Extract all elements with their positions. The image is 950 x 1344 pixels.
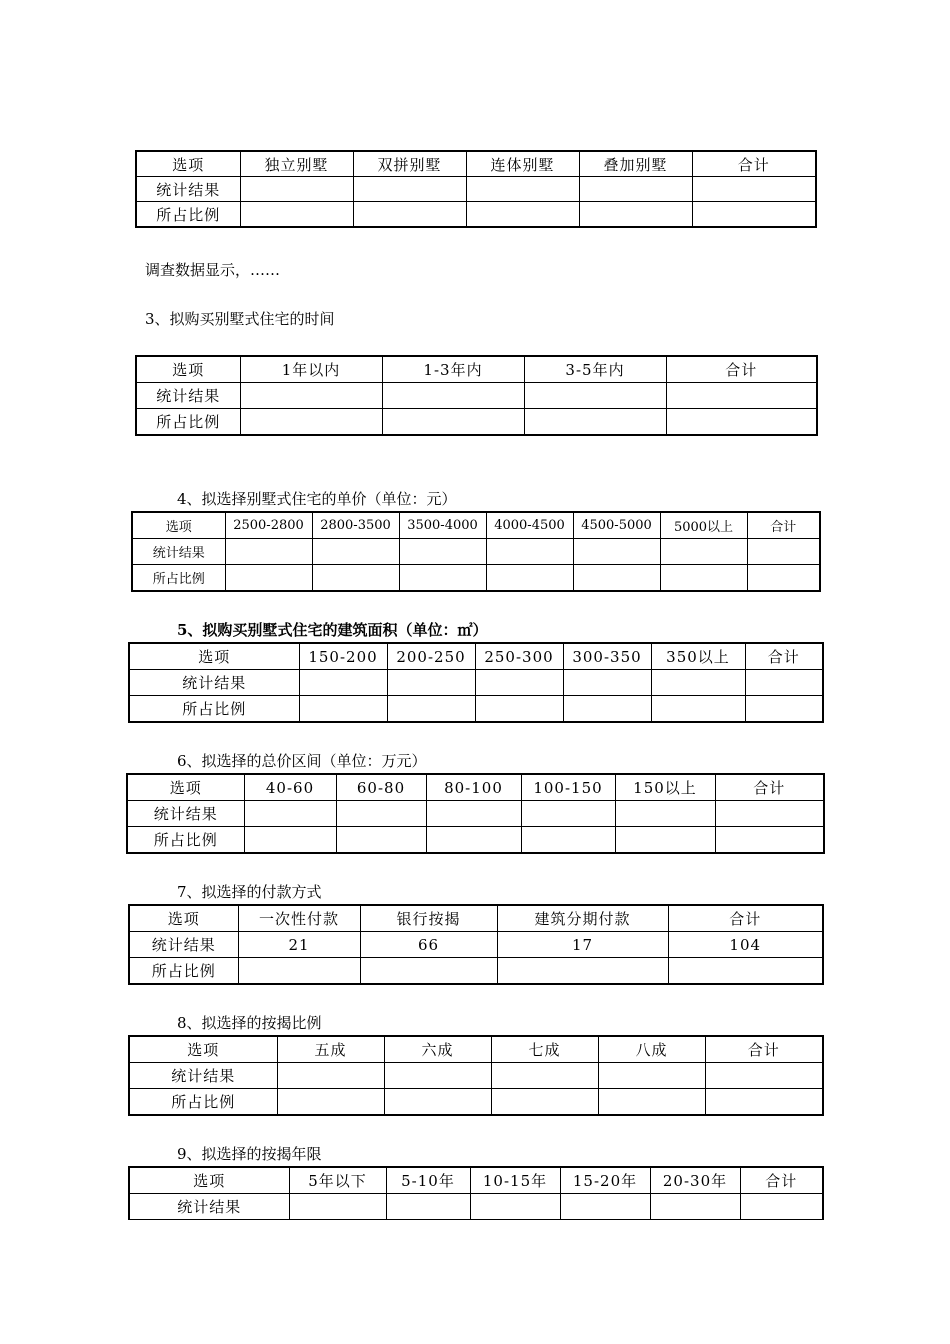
table-row <box>129 958 823 985</box>
table-row <box>136 383 817 409</box>
section-6-title: 6、拟选择的总价区间（单位：万元） <box>177 752 427 770</box>
header-cell: 银行按揭 <box>360 905 497 932</box>
header-cell: 合计 <box>747 512 820 539</box>
header-cell: 七成 <box>491 1036 598 1063</box>
header-cell: 双拼别墅 <box>353 151 466 177</box>
header-cell: 350以上 <box>651 643 745 670</box>
result-cell: 17 <box>497 932 668 958</box>
section-4-title: 4、拟选择别墅式住宅的单价（单位：元） <box>177 490 457 508</box>
row-label: 统计结果 <box>129 1063 277 1089</box>
table-row <box>132 539 820 565</box>
header-cell: 合计 <box>745 643 823 670</box>
header-cell: 5-10年 <box>386 1167 470 1194</box>
header-cell: 选项 <box>136 356 240 383</box>
table-row <box>136 177 816 202</box>
header-cell: 40-60 <box>244 774 336 801</box>
header-cell: 4500-5000 <box>573 512 660 539</box>
header-cell: 合计 <box>740 1167 823 1194</box>
header-cell: 合计 <box>666 356 817 383</box>
payment-method-table <box>128 904 824 985</box>
table-header-row <box>129 1036 823 1063</box>
row-label: 所占比例 <box>129 1089 277 1116</box>
result-cell: 66 <box>360 932 497 958</box>
table-row <box>129 670 823 696</box>
villa-type-table <box>135 150 817 228</box>
header-cell: 合计 <box>692 151 816 177</box>
header-cell: 合计 <box>705 1036 823 1063</box>
table-row <box>129 932 823 958</box>
section-5-title: 5、拟购买别墅式住宅的建筑面积（单位：㎡） <box>177 621 488 639</box>
header-cell: 选项 <box>129 905 238 932</box>
section-9-title: 9、拟选择的按揭年限 <box>177 1145 322 1163</box>
header-cell: 一次性付款 <box>238 905 360 932</box>
header-cell: 200-250 <box>387 643 475 670</box>
row-label: 统计结果 <box>129 1194 289 1220</box>
section-3-title: 3、拟购买别墅式住宅的时间 <box>145 310 335 328</box>
table-header-row <box>132 512 820 539</box>
header-cell: 2500-2800 <box>225 512 312 539</box>
header-cell: 合计 <box>715 774 824 801</box>
header-cell: 选项 <box>127 774 244 801</box>
header-cell: 五成 <box>277 1036 384 1063</box>
unit-price-table <box>131 511 821 592</box>
table-row <box>136 202 816 228</box>
header-cell: 选项 <box>129 643 299 670</box>
table-row <box>129 1063 823 1089</box>
section-8-title: 8、拟选择的按揭比例 <box>177 1014 322 1032</box>
header-cell: 5年以下 <box>289 1167 386 1194</box>
header-cell: 2800-3500 <box>312 512 399 539</box>
section-7-title: 7、拟选择的付款方式 <box>177 883 322 901</box>
purchase-time-table <box>135 355 818 436</box>
table-header-row <box>127 774 824 801</box>
row-label: 统计结果 <box>127 801 244 827</box>
row-label: 所占比例 <box>136 409 240 436</box>
row-label: 所占比例 <box>129 958 238 985</box>
row-label: 所占比例 <box>129 696 299 723</box>
header-cell: 建筑分期付款 <box>497 905 668 932</box>
header-cell: 选项 <box>129 1167 289 1194</box>
table-row <box>136 409 817 436</box>
table-row <box>129 1194 823 1220</box>
header-cell: 60-80 <box>336 774 426 801</box>
header-cell: 80-100 <box>426 774 521 801</box>
table-row <box>132 565 820 592</box>
header-cell: 150-200 <box>299 643 387 670</box>
header-cell: 100-150 <box>521 774 615 801</box>
table-row <box>127 801 824 827</box>
header-cell: 10-15年 <box>470 1167 560 1194</box>
row-label: 所占比例 <box>132 565 225 592</box>
table-header-row <box>136 151 816 177</box>
row-label: 统计结果 <box>129 670 299 696</box>
row-label: 所占比例 <box>136 202 240 228</box>
header-cell: 1-3年内 <box>382 356 524 383</box>
header-cell: 叠加别墅 <box>579 151 692 177</box>
header-cell: 4000-4500 <box>486 512 573 539</box>
header-cell: 1年以内 <box>240 356 382 383</box>
header-cell: 3500-4000 <box>399 512 486 539</box>
table-header-row <box>129 643 823 670</box>
table-row <box>129 1089 823 1116</box>
row-label: 统计结果 <box>136 177 240 202</box>
row-label: 统计结果 <box>132 539 225 565</box>
header-cell: 150以上 <box>615 774 715 801</box>
table-header-row <box>129 905 823 932</box>
header-cell: 15-20年 <box>560 1167 650 1194</box>
header-cell: 六成 <box>384 1036 491 1063</box>
table-header-row <box>136 356 817 383</box>
header-cell: 选项 <box>136 151 240 177</box>
floor-area-table <box>128 642 824 723</box>
header-cell: 250-300 <box>475 643 563 670</box>
header-cell: 独立别墅 <box>240 151 353 177</box>
table-row <box>129 696 823 723</box>
table-header-row <box>129 1167 823 1194</box>
row-label: 统计结果 <box>136 383 240 409</box>
header-cell: 300-350 <box>563 643 651 670</box>
header-cell: 5000以上 <box>660 512 747 539</box>
result-cell: 21 <box>238 932 360 958</box>
survey-note: 调查数据显示，…… <box>145 261 281 279</box>
header-cell: 合计 <box>668 905 823 932</box>
row-label: 所占比例 <box>127 827 244 854</box>
header-cell: 选项 <box>132 512 225 539</box>
mortgage-term-table <box>128 1166 824 1220</box>
row-label: 统计结果 <box>129 932 238 958</box>
header-cell: 3-5年内 <box>524 356 666 383</box>
header-cell: 连体别墅 <box>466 151 579 177</box>
header-cell: 20-30年 <box>650 1167 740 1194</box>
total-price-table <box>126 773 825 854</box>
result-cell: 104 <box>668 932 823 958</box>
mortgage-ratio-table <box>128 1035 824 1116</box>
header-cell: 八成 <box>598 1036 705 1063</box>
header-cell: 选项 <box>129 1036 277 1063</box>
table-row <box>127 827 824 854</box>
